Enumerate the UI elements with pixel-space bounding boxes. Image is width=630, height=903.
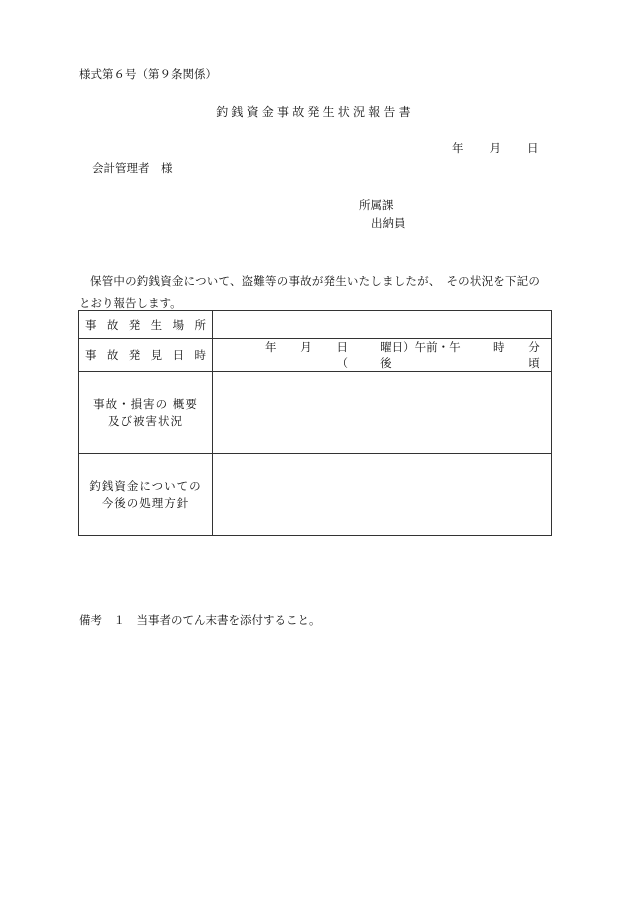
date-line <box>452 140 539 156</box>
body-line-1: 保管中の釣銭資金について、盗難等の事故が発生いたしましたが、 その状況を下記の <box>90 274 541 288</box>
label-char: 生 <box>150 317 163 332</box>
incident-location-label <box>79 311 213 339</box>
incident-location-value[interactable] <box>213 311 552 339</box>
label-char: 事 <box>85 317 97 332</box>
field-hour: 時 <box>492 340 505 354</box>
report-table <box>78 310 552 536</box>
incident-summary-value[interactable] <box>213 372 552 454</box>
label-char: 事 <box>85 348 97 362</box>
label-char: 時 <box>194 348 206 362</box>
future-policy-label <box>79 454 213 536</box>
label-char: 見 <box>150 348 163 362</box>
date-day-label: 日 <box>527 141 539 155</box>
discovery-datetime-label <box>79 339 213 372</box>
remarks-note: 備考 １ 当事者のてん末書を添付すること。 <box>79 613 321 627</box>
discovery-datetime-value[interactable] <box>213 339 552 372</box>
body-text <box>79 270 554 314</box>
field-year: 年 <box>265 340 277 354</box>
label-char: 故 <box>106 348 119 362</box>
date-month-label: 月 <box>489 141 501 155</box>
field-minute: 分頃 <box>528 340 540 370</box>
body-line-2: とおり報告します。 <box>79 296 182 310</box>
table-row-incident-summary <box>79 372 552 454</box>
table-row-discovery-datetime <box>79 339 552 372</box>
label-char: 故 <box>106 317 119 332</box>
label-char: 所 <box>194 317 206 332</box>
addressee: 会計管理者 様 <box>92 161 173 175</box>
label-char: 日 <box>172 348 185 362</box>
field-day: 日（ <box>336 340 349 370</box>
cashier-label: 出納員 <box>371 216 406 230</box>
label-char: 発 <box>128 348 141 362</box>
label-char: 発 <box>128 317 141 332</box>
label-line-1: 釣銭資金についての <box>89 478 202 493</box>
future-policy-value[interactable] <box>213 454 552 536</box>
table-row-incident-location <box>79 311 552 339</box>
form-number: 様式第６号（第９条関係） <box>79 67 217 81</box>
field-month: 月 <box>300 340 312 354</box>
label-line-2: 今後の処理方針 <box>101 495 190 510</box>
document-title: 釣銭資金事故発生状況報告書 <box>216 105 414 119</box>
field-weekday-ampm: 曜日）午前・午後 <box>380 340 461 370</box>
incident-summary-label <box>79 372 213 454</box>
date-year-label: 年 <box>452 141 464 155</box>
department-label: 所属課 <box>359 198 394 212</box>
label-line-1: 事故・損害の 概要 <box>93 396 198 411</box>
table-row-future-policy <box>79 454 552 536</box>
label-char: 場 <box>172 317 185 332</box>
label-line-2: 及び被害状況 <box>108 413 183 428</box>
